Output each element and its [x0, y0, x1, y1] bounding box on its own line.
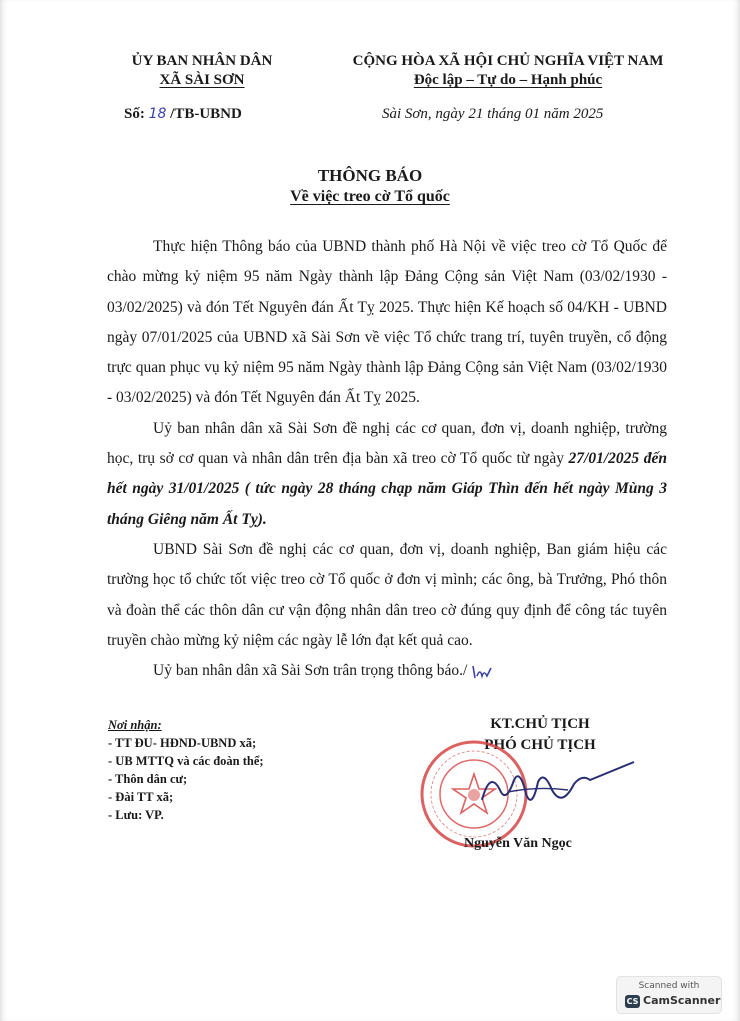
doc-number-suffix: /TB-UBND — [170, 106, 242, 122]
national-title: CỘNG HÒA XÃ HỘI CHỦ NGHĨA VIỆT NAM — [352, 53, 664, 69]
date-line: Sài Sơn, ngày 21 tháng 01 năm 2025 — [382, 106, 604, 122]
signature-title-2: PHÓ CHỦ TỊCH — [484, 737, 596, 753]
recipient-item: - UB MTTQ và các đoàn thể; — [108, 754, 264, 768]
closing-line — [107, 656, 667, 686]
doc-number-prefix: Số: — [124, 106, 145, 122]
body-text — [107, 232, 667, 686]
scanner-caption: Scanned with — [638, 981, 700, 991]
paragraph-2-emphasis: 27/01/2025 đến hết ngày 31/01/2025 ( tức ngày 28 tháng chạp năm Giáp Thìn đến hết ngày Mùng 3 tháng Giêng năm Ất Tỵ). — [107, 450, 667, 528]
recipients-block — [108, 716, 264, 824]
national-motto: Độc lập – Tự do – Hạnh phúc — [413, 72, 603, 88]
doc-number-handwritten: 18 — [148, 106, 167, 122]
issuer-line1: ỦY BAN NHÂN DÂN — [131, 53, 273, 69]
issuer-line2: XÃ SÀI SƠN — [159, 72, 245, 88]
camscanner-watermark — [616, 976, 722, 1014]
paragraph-3: UBND Sài Sơn đề nghị các cơ quan, đơn vị, doanh nghiệp, Ban giám hiệu các trường học tổ chức tốt việc treo cờ Tổ quốc ở đơn vị mình; các ông, bà Trưởng, Phó thôn và đoàn thể các thôn dân cư vận động nhân dân treo cờ đúng quy định để công tác tuyên truyền chào mừng kỷ niệm các ngày lễ lớn đạt kết quả cao. — [107, 540, 667, 649]
initials-mark-icon — [471, 664, 493, 680]
signer-name: Nguyễn Văn Ngọc — [464, 836, 572, 851]
recipient-item: - Thôn dân cư; — [108, 772, 188, 786]
paragraph-2-text: Uỷ ban nhân dân xã Sài Sơn đề nghị các cơ quan, đơn vị, doanh nghiệp, trường học, trụ sở cơ quan và nhân dân trên địa bàn xã treo cờ Tổ quốc từ ngày — [107, 419, 667, 468]
signature-title-1: KT.CHỦ TỊCH — [490, 716, 590, 732]
paragraph-1: Thực hiện Thông báo của UBND thành phố Hà Nội về việc treo cờ Tổ Quốc để chào mừng kỷ niệm 95 năm Ngày thành lập Đảng Cộng sản Việt Nam (03/02/1930 - 03/02/2025) và đón Tết Nguyên đán Ất Tỵ 2025. Thực hiện Kế hoạch số 04/KH - UBND ngày 07/01/2025 của UBND xã Sài Sơn về việc Tổ chức trang trí, tuyên truyền, cổ động trực quan phục vụ kỷ niệm 95 năm Ngày thành lập Đảng Cộng sản Việt Nam (03/02/1930 - 03/02/2025) và đón Tết Nguyên đán Ất Tỵ 2025. — [107, 238, 667, 407]
recipient-item: - TT ĐU- HĐND-UBND xã; — [108, 736, 257, 750]
national-header — [318, 52, 698, 90]
recipient-item: - Lưu: VP. — [108, 808, 164, 822]
camscanner-logo-icon: CS — [626, 997, 639, 1006]
recipient-item: - Đài TT xã; — [108, 790, 174, 804]
handwritten-signature-icon — [478, 760, 638, 820]
scanner-name: CamScanner — [643, 994, 721, 1007]
paragraph-2 — [107, 414, 667, 535]
closing-text: Uỷ ban nhân dân xã Sài Sơn trân trọng thông báo./ — [153, 662, 468, 680]
subtitle-text: Về việc treo cờ Tổ quốc — [290, 188, 450, 205]
document-title: THÔNG BÁO — [317, 166, 423, 185]
issuer-header — [104, 52, 300, 90]
document-number — [124, 106, 242, 123]
document-subtitle — [0, 188, 740, 206]
recipients-label: Nơi nhận: — [108, 718, 162, 732]
